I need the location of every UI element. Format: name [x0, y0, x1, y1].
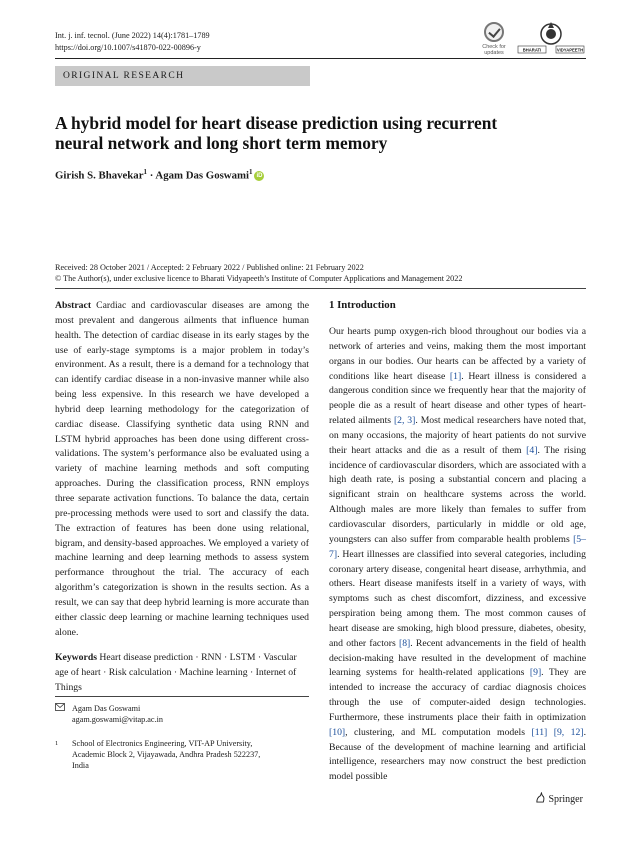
corresponding-email[interactable]: agam.goswami@vitap.ac.in: [72, 715, 163, 724]
orcid-icon[interactable]: iD: [256, 173, 263, 180]
intro-text: . They are intended to increase the accuracy of cardiac diagnosis choices through the use of computer-aided design technologies. Furthermore, these instruments place their faith in optimization: [329, 667, 586, 723]
citation-link[interactable]: [4]: [526, 444, 538, 456]
doi-link[interactable]: https://doi.org/10.1007/s41870-022-00896-y: [55, 43, 201, 52]
check-updates-label: Check for updates: [482, 44, 506, 56]
publication-dates: [55, 262, 462, 284]
keywords-text: Heart disease prediction · RNN · LSTM · Vascular age of heart · Risk calculation · Machine learning · Internet of Things: [55, 652, 297, 694]
keywords: [55, 651, 309, 696]
intro-text: Our hearts pump oxygen-rich blood throughout our bodies via a network of arteries and veins, making them the most important organs in our bodies. Our hearts can be affected by a variety of conditions like heart disease: [329, 326, 586, 382]
citation-link[interactable]: [11] [9, 12]: [531, 726, 584, 738]
affiliation: [55, 738, 260, 771]
abstract-label: Abstract: [55, 300, 92, 311]
dates-line: Received: 28 October 2021 / Accepted: 2 February 2022 / Published online: 21 February 2022: [55, 263, 364, 272]
intro-text: . The rising incidence of cardiovascular disorders, which are associated with a high death rate, is posing a substantial concern and placing a significant strain on healthcare systems across the world. Although males are more likely than females to suffer from cardiovascular disorders, particularly in middle or old age, youngsters can also suffer from comparable health problems: [329, 444, 587, 545]
corresponding-name: Agam Das Goswami: [72, 704, 141, 713]
article-type-label: ORIGINAL RESEARCH: [55, 66, 310, 86]
right-column: [329, 325, 586, 785]
left-column: [55, 299, 309, 696]
intro-text: . Most medical researchers have noted that, on many occasions, the majority of heart patients do not survive their heart attacks and die as a result of them: [329, 415, 586, 456]
journal-header: [55, 30, 210, 54]
envelope-icon: [55, 703, 72, 714]
citation-link[interactable]: [9]: [529, 667, 542, 679]
intro-text: , clustering, and ML computation models: [345, 726, 532, 738]
keywords-label: Keywords: [55, 652, 97, 664]
author-2-affil: 1: [248, 168, 253, 176]
intro-text: . Heart illness is considered a dangerous condition since we frequently hear that the majority of people die as a result of heart disease and other types of heart-related ailments: [329, 370, 586, 427]
intro-text: . Recent advancements in the field of health decision-making have resulted in the development of machine learning systems for health-related applications: [329, 637, 586, 679]
springer-label: Springer: [548, 794, 583, 805]
corresponding-author: [55, 703, 163, 725]
footnote-divider: [55, 696, 309, 697]
check-for-updates-badge[interactable]: [476, 22, 512, 62]
author-1[interactable]: Girish S. Bhavekar: [55, 169, 144, 182]
section-heading-introduction: 1 Introduction: [329, 299, 396, 311]
affiliation-mark: 1: [55, 740, 59, 747]
dates-divider: [55, 288, 586, 289]
header-divider: [55, 58, 586, 59]
publisher-logo: [516, 20, 586, 58]
author-separator: ·: [147, 169, 156, 182]
intro-text: . Heart illnesses are classified into several categories, including coronary artery disease, congenital heart disease, arrhythmia, and others. Heart disease manifests itself in a variety of ways, with symptoms such as chest discomfort, dizziness, and excessive perspiration being among them. The most common causes of heart disease are smoking, high blood pressure, diabetes, obesity, and other factors: [329, 548, 586, 649]
intro-text: . Because of the development of machine learning and artificial intelligence, researchers may now construct the best prediction model possible: [329, 726, 586, 783]
affiliation-line-3: India: [72, 761, 89, 770]
author-1-affil: 1: [143, 168, 147, 176]
citation-link[interactable]: [8]: [398, 637, 411, 649]
copyright-line: © The Author(s), under exclusive licence to Bharati Vidyapeeth’s Institute of Computer Applications and Management 2022: [55, 274, 463, 283]
citation-link[interactable]: [2, 3]: [393, 415, 416, 427]
logo-text-right: VIDYAPEETH: [556, 47, 584, 53]
introduction-paragraph: [329, 325, 586, 785]
springer-footer: [535, 792, 583, 805]
affiliation-line-1: School of Electronics Engineering, VIT-AP University,: [72, 739, 253, 748]
affiliation-line-2: Academic Block 2, Vijayawada, Andhra Pradesh 522237,: [72, 750, 261, 759]
citation-link[interactable]: [10]: [329, 726, 346, 738]
abstract: [55, 299, 309, 640]
citation-link[interactable]: [1]: [449, 370, 462, 382]
author-2[interactable]: Agam Das Goswami: [155, 169, 249, 182]
logo-text-left: BHARATI: [522, 47, 542, 53]
springer-horse-icon: [535, 792, 546, 803]
journal-citation: Int. j. inf. tecnol. (June 2022) 14(4):1781–1789: [55, 31, 210, 40]
author-list: [55, 168, 264, 182]
abstract-text: Cardiac and cardiovascular diseases are among the most prevalent and dangerous ailments that influence human health. The detection of cardiac disease in its early stages by the use of early-stage symptoms is a major problem in today’s environment. As a result, there is a demand for a technology that can identify cardiac disease in a non-invasive manner while also being less expensive. In this research we have developed a hybrid deep learning methodology for the categorization of cardiac disease. Classifying synthetic data using RNN and LSTM hybrid approaches has been done using different cross-validations. The system’s performance also be evaluated using a variety of machine learning methods and soft computing approaches. During the classification process, RNN employs three separate activation functions. To balance the data, certain pre-processing methods were used to sort and classify the data. The extraction of features has been done using relational, bigram, and density-based approaches. We employed a variety of machine learning and deep learning methods to assess system performance throughout the trial. The accuracy of each algorithm’s categorization is shown in the results section. As a result, we can say that deep hybrid learning is more accurate than either classic deep learning or machine learning techniques used alone.: [55, 300, 309, 638]
citation-link[interactable]: [5–7]: [329, 533, 586, 560]
paper-title: A hybrid model for heart disease prediction using recurrent neural network and long short term memory: [55, 113, 498, 153]
check-icon: [484, 22, 504, 42]
